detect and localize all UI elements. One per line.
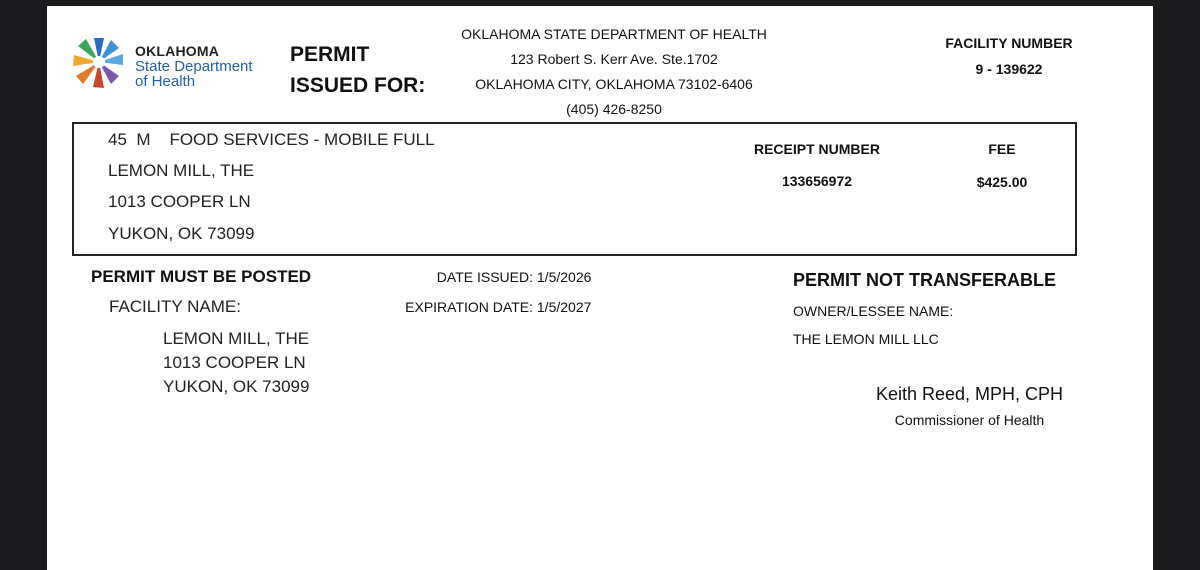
expiration-date-label: EXPIRATION DATE: <box>405 299 533 315</box>
facility-name-line2: 1013 COOPER LN <box>163 353 306 372</box>
receipt-number-value: 133656972 <box>781 173 853 189</box>
department-phone: (405) 426-8250 <box>566 101 662 117</box>
fee-value: $425.00 <box>976 174 1028 190</box>
facility-number-label: FACILITY NUMBER <box>945 35 1073 51</box>
receipt-number-label: RECEIPT NUMBER <box>753 141 880 157</box>
permit-type-line <box>108 130 435 150</box>
facility-name-line1: LEMON MILL, THE <box>163 329 310 348</box>
permit-establishment-street: 1013 COOPER LN <box>108 192 251 211</box>
oklahoma-health-logo-icon <box>71 34 127 90</box>
commissioner-title: Commissioner of Health <box>894 412 1045 428</box>
commissioner-name: Keith Reed, MPH, CPH <box>875 384 1064 404</box>
expiration-date-value: 1/5/2027 <box>536 299 592 315</box>
department-address-block <box>447 22 781 122</box>
logo-text-oklahoma: OKLAHOMA <box>135 43 220 59</box>
facility-name-line3: YUKON, OK 73099 <box>163 377 310 396</box>
logo-text-state-department: State Department <box>135 58 253 75</box>
facility-name-label: FACILITY NAME: <box>109 297 241 316</box>
permit-establishment-name: LEMON MILL, THE <box>108 161 255 180</box>
department-street: 123 Robert S. Kerr Ave. Ste.1702 <box>510 51 718 67</box>
permit-type-letter: M <box>136 130 151 149</box>
facility-number-value: 9 - 139622 <box>975 61 1043 77</box>
date-issued-row <box>387 269 591 285</box>
owner-lessee-label: OWNER/LESSEE NAME: <box>793 303 954 319</box>
permit-must-be-posted-notice: PERMIT MUST BE POSTED <box>91 267 312 286</box>
fee-label: FEE <box>988 141 1016 157</box>
permit-type-code: 45 <box>108 130 127 149</box>
date-issued-label: DATE ISSUED: <box>436 269 533 285</box>
owner-lessee-value: THE LEMON MILL LLC <box>793 331 939 347</box>
date-issued-value: 1/5/2026 <box>536 269 592 285</box>
department-city: OKLAHOMA CITY, OKLAHOMA 73102-6406 <box>475 76 753 92</box>
permit-not-transferable-notice: PERMIT NOT TRANSFERABLE <box>793 270 1056 290</box>
permit-heading-line1: PERMIT <box>290 43 370 66</box>
permit-heading-line2: ISSUED FOR: <box>290 74 426 97</box>
permit-document <box>47 6 1153 570</box>
expiration-date-row <box>387 299 591 315</box>
logo-text-of-health: of Health <box>135 73 196 90</box>
department-name: OKLAHOMA STATE DEPARTMENT OF HEALTH <box>461 26 767 42</box>
permit-issued-for-heading <box>290 39 425 101</box>
permit-type-description: FOOD SERVICES - MOBILE FULL <box>169 130 435 149</box>
permit-establishment-city: YUKON, OK 73099 <box>108 224 255 243</box>
